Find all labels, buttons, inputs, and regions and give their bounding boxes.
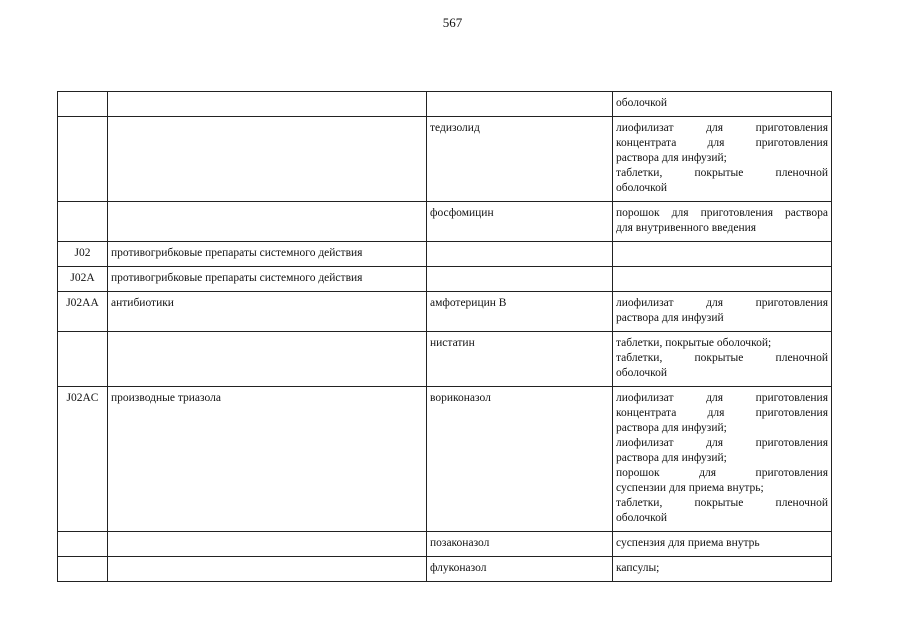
dosage-form-line: раствора для инфузий; bbox=[616, 452, 727, 464]
table-body bbox=[58, 92, 832, 582]
atc-code-cell: J02A bbox=[58, 267, 108, 292]
dosage-form-cell bbox=[613, 532, 832, 557]
drug-name-cell bbox=[427, 242, 613, 267]
pharmacological-group-cell: противогрибковые препараты системного действия bbox=[108, 267, 427, 292]
drug-name-cell bbox=[427, 267, 613, 292]
atc-code-cell bbox=[58, 332, 108, 387]
dosage-form-line: таблетки, покрытые пленочной bbox=[616, 352, 828, 364]
table-row bbox=[58, 557, 832, 582]
atc-code-cell: J02AC bbox=[58, 387, 108, 532]
table-row bbox=[58, 117, 832, 202]
table-row bbox=[58, 267, 832, 292]
pharmacological-group-cell bbox=[108, 532, 427, 557]
dosage-form-line: концентрата для приготовления bbox=[616, 137, 828, 149]
drug-table bbox=[57, 91, 832, 582]
table-row bbox=[58, 387, 832, 532]
dosage-form-line: лиофилизат для приготовления bbox=[616, 297, 828, 309]
atc-code-cell bbox=[58, 92, 108, 117]
atc-code-cell: J02 bbox=[58, 242, 108, 267]
dosage-form-line: порошок для приготовления раствора bbox=[616, 207, 828, 219]
table-row bbox=[58, 332, 832, 387]
pharmacological-group-cell: антибиотики bbox=[108, 292, 427, 332]
dosage-form-cell bbox=[613, 332, 832, 387]
atc-code-cell bbox=[58, 117, 108, 202]
pharmacological-group-cell bbox=[108, 92, 427, 117]
pharmacological-group-cell bbox=[108, 202, 427, 242]
dosage-form-line: порошок для приготовления bbox=[616, 467, 828, 479]
dosage-form-cell bbox=[613, 92, 832, 117]
drug-name-cell: флуконазол bbox=[427, 557, 613, 582]
drug-name-cell: нистатин bbox=[427, 332, 613, 387]
pharmacological-group-cell: производные триазола bbox=[108, 387, 427, 532]
pharmacological-group-cell bbox=[108, 117, 427, 202]
atc-code-cell bbox=[58, 202, 108, 242]
pharmacological-group-cell bbox=[108, 332, 427, 387]
dosage-form-line: суспензии для приема внутрь; bbox=[616, 482, 764, 494]
dosage-form-cell bbox=[613, 267, 832, 292]
dosage-form-cell bbox=[613, 292, 832, 332]
dosage-form-line: таблетки, покрытые пленочной bbox=[616, 167, 828, 179]
dosage-form-line: суспензия для приема внутрь bbox=[616, 537, 760, 549]
table-row bbox=[58, 532, 832, 557]
dosage-form-line: оболочкой bbox=[616, 367, 668, 379]
dosage-form-line: концентрата для приготовления bbox=[616, 407, 828, 419]
dosage-form-line: раствора для инфузий bbox=[616, 312, 724, 324]
atc-code-cell: J02AA bbox=[58, 292, 108, 332]
pharmacological-group-cell bbox=[108, 557, 427, 582]
table-row bbox=[58, 242, 832, 267]
dosage-form-line: лиофилизат для приготовления bbox=[616, 122, 828, 134]
drug-name-cell: позаконазол bbox=[427, 532, 613, 557]
dosage-form-line: оболочкой bbox=[616, 182, 668, 194]
drug-name-cell bbox=[427, 92, 613, 117]
dosage-form-line: таблетки, покрытые оболочкой; bbox=[616, 337, 772, 349]
table-row bbox=[58, 292, 832, 332]
dosage-form-cell bbox=[613, 202, 832, 242]
dosage-form-line: лиофилизат для приготовления bbox=[616, 392, 828, 404]
table-row bbox=[58, 92, 832, 117]
pharmacological-group-cell: противогрибковые препараты системного действия bbox=[108, 242, 427, 267]
dosage-form-cell bbox=[613, 242, 832, 267]
drug-name-cell: вориконазол bbox=[427, 387, 613, 532]
dosage-form-line: раствора для инфузий; bbox=[616, 152, 727, 164]
drug-name-cell: тедизолид bbox=[427, 117, 613, 202]
atc-code-cell bbox=[58, 557, 108, 582]
dosage-form-line: таблетки, покрытые пленочной bbox=[616, 497, 828, 509]
dosage-form-line: оболочкой bbox=[616, 512, 668, 524]
dosage-form-line: раствора для инфузий; bbox=[616, 422, 727, 434]
dosage-form-cell bbox=[613, 557, 832, 582]
drug-name-cell: амфотерицин B bbox=[427, 292, 613, 332]
dosage-form-cell bbox=[613, 117, 832, 202]
dosage-form-line: для внутривенного введения bbox=[616, 222, 757, 234]
page-number: 567 bbox=[442, 15, 463, 30]
dosage-form-line: оболочкой bbox=[616, 97, 668, 109]
dosage-form-cell bbox=[613, 387, 832, 532]
atc-code-cell bbox=[58, 532, 108, 557]
dosage-form-line: лиофилизат для приготовления bbox=[616, 437, 828, 449]
table-row bbox=[58, 202, 832, 242]
drug-name-cell: фосфомицин bbox=[427, 202, 613, 242]
dosage-form-line: капсулы; bbox=[616, 562, 660, 574]
